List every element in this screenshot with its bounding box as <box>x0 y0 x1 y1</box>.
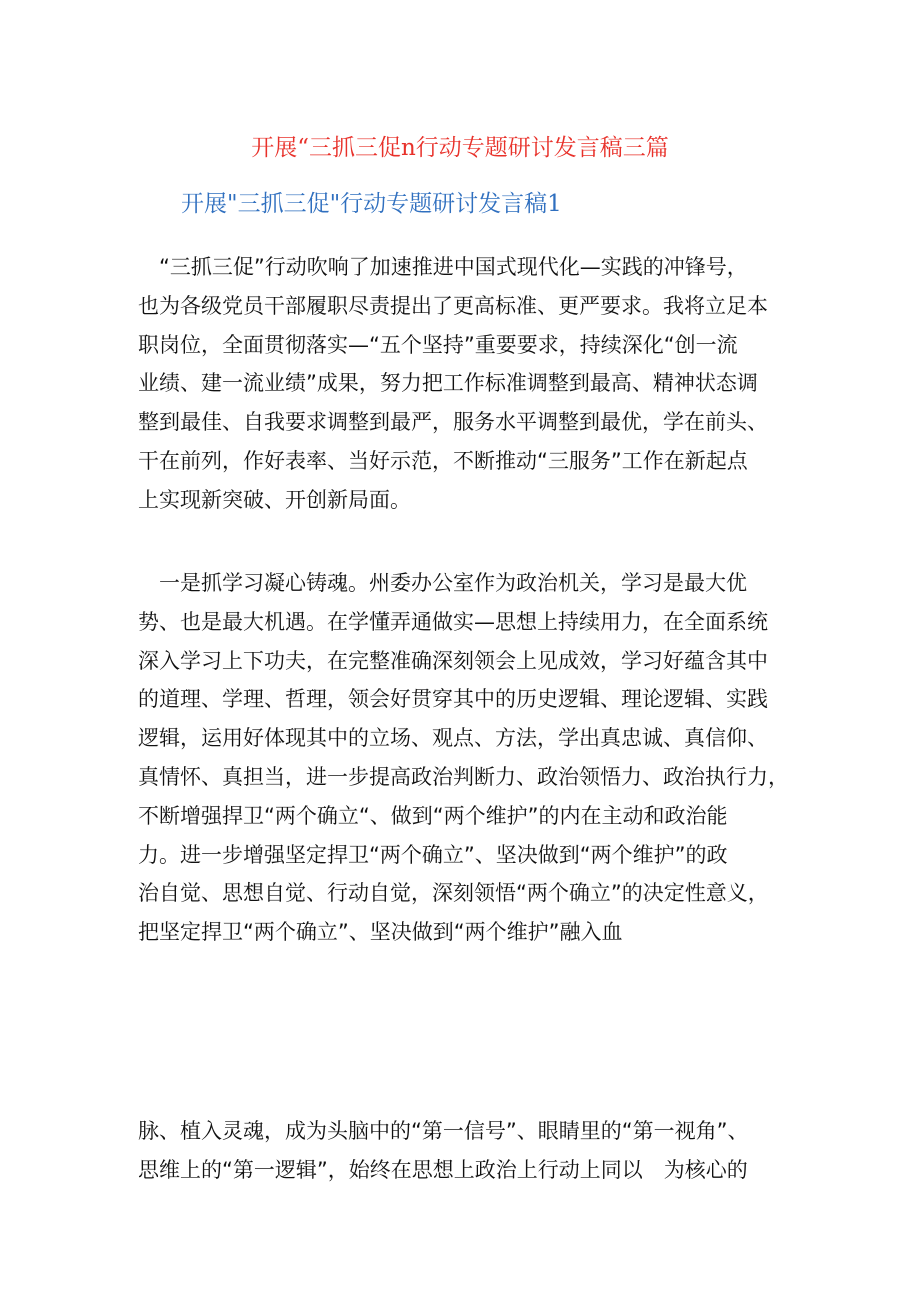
document-title: 开展“三抓三促n行动专题研讨发言稿三篇 <box>251 135 669 161</box>
text-line: 整到最佳、自我要求调整到最严，服务水平调整到最优，学在前头、 <box>138 410 768 435</box>
text-line: 脉、植入灵魂，成为头脑中的“第一信号”、眼睛里的“第一视角”、 <box>138 1119 749 1143</box>
section-heading: 开展"三抓三促"行动专题研讨发言稿1 <box>181 191 562 217</box>
paragraph-study <box>138 564 798 952</box>
text-line: “三抓三促”行动吹响了加速推进中国式现代化—实践的冲锋号， <box>138 255 748 279</box>
text-line: 思维上的“第一逻辑”，始终在思想上政治上行动上同以 为核心的 <box>138 1157 748 1182</box>
text-line: 治自觉、思想自觉、行动自觉，深刻领悟“两个确立”的决定性意义， <box>138 881 769 906</box>
paragraph-continued <box>138 1112 798 1190</box>
text-line: 上实现新突破、开创新局面。 <box>138 487 411 512</box>
text-line: 力。进一步增强坚定捍卫“两个确立”、坚决做到“两个维护”的政 <box>138 842 728 867</box>
text-line: 职岗位，全面贯彻落实—“五个坚持”重要要求，持续深化“创一流 <box>138 332 738 357</box>
text-line: 不断增强捍卫“两个确立“、做到“两个维护”的内在主动和政治能 <box>138 803 728 828</box>
text-line: 逻辑，运用好体现其中的立场、观点、方法，学出真忠诚、真信仰、 <box>138 726 768 751</box>
text-line: 真情怀、真担当，进一步提高政治判断力、政治领悟力、政治执行力， <box>138 764 789 789</box>
text-line: 把坚定捍卫“两个确立”、坚决做到“两个维护”融入血 <box>138 920 623 945</box>
text-line: 业绩、建一流业绩”成果，努力把工作标准调整到最高、精神状态调 <box>138 371 758 396</box>
text-line: 也为各级党员干部履职尽责提出了更高标准、更严要求。我将立足本 <box>138 293 768 318</box>
paragraph-intro <box>138 248 798 520</box>
text-line: 的道理、学理、哲理，领会好贯穿其中的历史逻辑、理论逻辑、实践 <box>138 687 768 712</box>
text-line: 一是抓学习凝心铸魂。州委办公室作为政治机关，学习是最大优 <box>138 571 747 595</box>
text-line: 势、也是最大机遇。在学懂弄通做实—思想上持续用力，在全面系统 <box>138 609 768 634</box>
text-line: 干在前列，作好表率、当好示范，不断推动“三服务”工作在新起点 <box>138 448 748 473</box>
text-line: 深入学习上下功夫，在完整准确深刻领会上见成效，学习好蕴含其中 <box>138 648 768 673</box>
